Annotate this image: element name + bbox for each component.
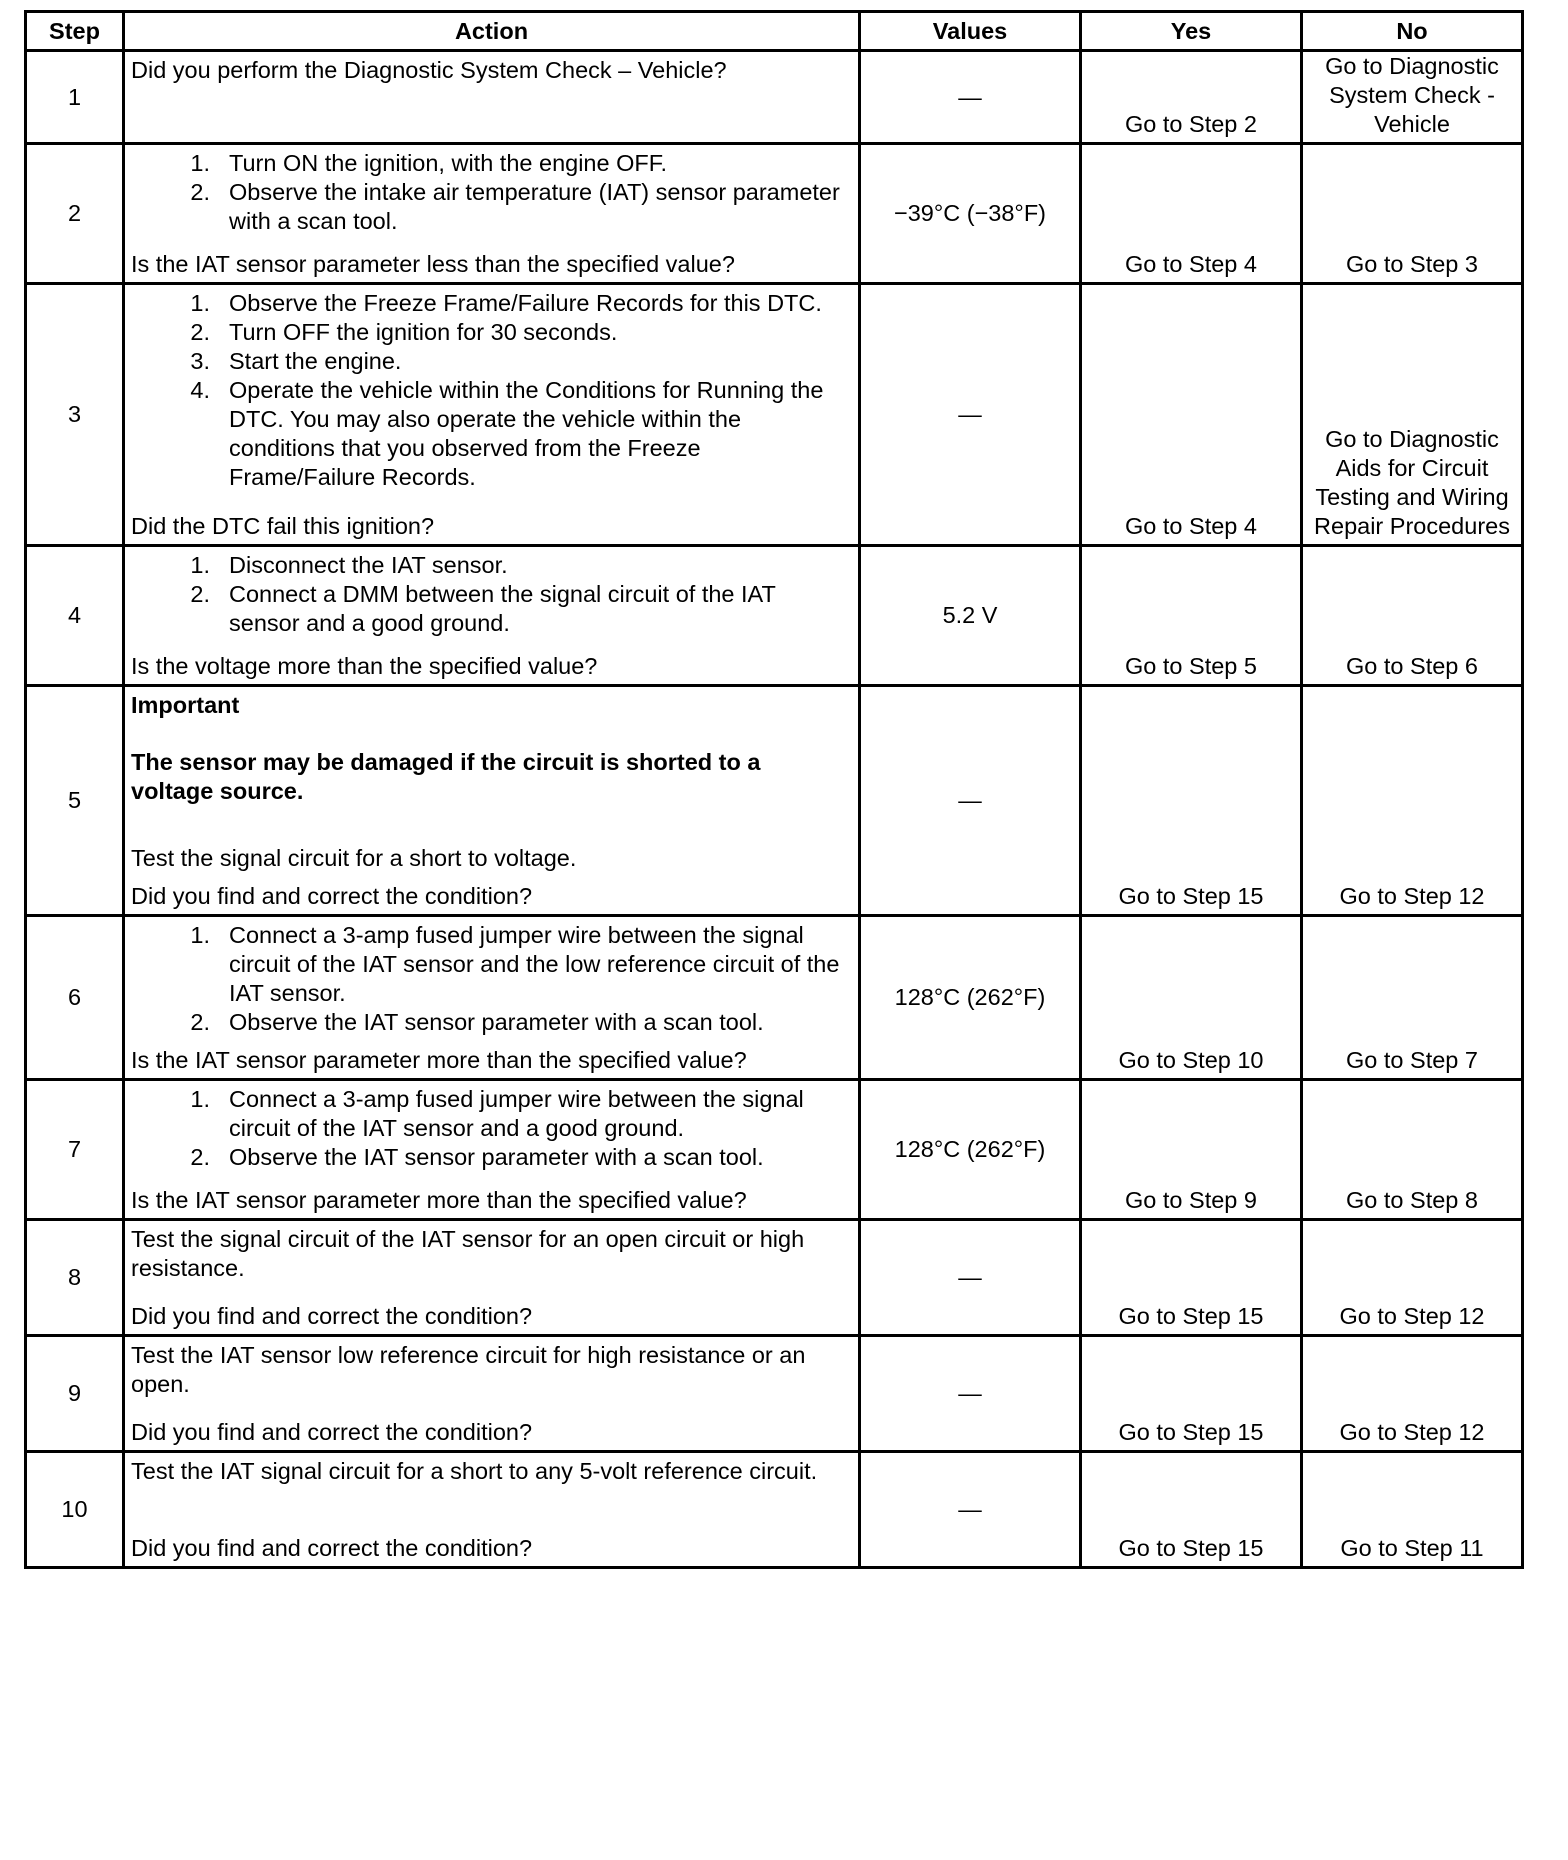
action-cell <box>124 1080 860 1220</box>
no-cell: Go to Step 12 <box>1302 1220 1523 1336</box>
important-title: Important <box>131 692 240 718</box>
step-number: 3 <box>26 284 124 546</box>
no-cell: Go to Step 6 <box>1302 546 1523 686</box>
table-row <box>26 1080 1523 1220</box>
yes-cell: Go to Step 2 <box>1081 51 1302 144</box>
header-yes: Yes <box>1081 12 1302 51</box>
value-cell: — <box>860 1336 1081 1452</box>
header-values: Values <box>860 12 1081 51</box>
important-notice <box>131 691 848 834</box>
value-cell: 128°C (262°F) <box>860 1080 1081 1220</box>
value-cell: — <box>860 284 1081 546</box>
substep: 2. Connect a DMM between the signal circuit of the IAT sensor and a good ground. <box>190 581 776 636</box>
table-row <box>26 284 1523 546</box>
step-number: 4 <box>26 546 124 686</box>
action-cell <box>124 51 860 144</box>
substep: 3. Start the engine. <box>190 348 402 374</box>
yes-cell: Go to Step 15 <box>1081 1220 1302 1336</box>
substep: 2. Turn OFF the ignition for 30 seconds. <box>190 319 618 345</box>
diagnostic-table <box>24 10 1524 1569</box>
substep-list <box>131 1085 848 1172</box>
table-row <box>26 1336 1523 1452</box>
substep: 2. Observe the IAT sensor parameter with a scan tool. <box>190 1009 764 1035</box>
step-number: 10 <box>26 1452 124 1568</box>
no-cell: Go to Step 12 <box>1302 1336 1523 1452</box>
substep: 1. Disconnect the IAT sensor. <box>190 552 508 578</box>
action-question: Did you find and correct the condition? <box>131 1419 533 1445</box>
yes-cell: Go to Step 10 <box>1081 916 1302 1080</box>
table-row <box>26 686 1523 916</box>
value-cell: — <box>860 51 1081 144</box>
yes-cell: Go to Step 15 <box>1081 686 1302 916</box>
substep: 2. Observe the intake air temperature (IAT) sensor parameter with a scan tool. <box>190 179 840 234</box>
value-cell: — <box>860 1452 1081 1568</box>
header-step: Step <box>26 12 124 51</box>
action-question: Did the DTC fail this ignition? <box>131 513 435 539</box>
header-row <box>26 12 1523 51</box>
value-cell: 128°C (262°F) <box>860 916 1081 1080</box>
no-cell: Go to Diagnostic Aids for Circuit Testing and Wiring Repair Procedures <box>1302 284 1523 546</box>
action-text: Test the signal circuit of the IAT sensor for an open circuit or high resistance. <box>131 1226 805 1281</box>
step-number: 1 <box>26 51 124 144</box>
action-text: Test the signal circuit for a short to voltage. <box>131 844 577 871</box>
step-number: 5 <box>26 686 124 916</box>
substep: 1. Connect a 3-amp fused jumper wire between the signal circuit of the IAT sensor and a good ground. <box>190 1086 804 1141</box>
action-cell <box>124 1336 860 1452</box>
table-row <box>26 546 1523 686</box>
value-cell: 5.2 V <box>860 546 1081 686</box>
no-cell: Go to Step 3 <box>1302 144 1523 284</box>
substep: 4. Operate the vehicle within the Conditions for Running the DTC. You may also operate the vehicle within the conditions that you observed from the Freeze Frame/Failure Records. <box>190 377 824 490</box>
header-action: Action <box>124 12 860 51</box>
table-row <box>26 916 1523 1080</box>
action-cell <box>124 1452 860 1568</box>
yes-cell: Go to Step 4 <box>1081 284 1302 546</box>
value-cell: — <box>860 686 1081 916</box>
step-number: 6 <box>26 916 124 1080</box>
step-number: 8 <box>26 1220 124 1336</box>
action-question: Is the IAT sensor parameter less than the specified value? <box>131 251 735 277</box>
substep-list <box>131 551 848 638</box>
no-cell: Go to Step 7 <box>1302 916 1523 1080</box>
yes-cell: Go to Step 4 <box>1081 144 1302 284</box>
action-question: Is the voltage more than the specified value? <box>131 653 598 679</box>
no-cell: Go to Diagnostic System Check - Vehicle <box>1302 51 1523 144</box>
yes-cell: Go to Step 5 <box>1081 546 1302 686</box>
no-cell: Go to Step 8 <box>1302 1080 1523 1220</box>
value-cell: −39°C (−38°F) <box>860 144 1081 284</box>
substep-list <box>131 149 848 236</box>
action-question: Did you find and correct the condition? <box>131 883 533 909</box>
yes-cell: Go to Step 15 <box>1081 1452 1302 1568</box>
table-row <box>26 1452 1523 1568</box>
step-number: 9 <box>26 1336 124 1452</box>
action-cell <box>124 284 860 546</box>
action-cell <box>124 144 860 284</box>
substep: 1. Observe the Freeze Frame/Failure Records for this DTC. <box>190 290 822 316</box>
action-text: Test the IAT sensor low reference circuit for high resistance or an open. <box>131 1342 806 1397</box>
no-cell: Go to Step 11 <box>1302 1452 1523 1568</box>
action-cell <box>124 916 860 1080</box>
step-number: 7 <box>26 1080 124 1220</box>
action-cell <box>124 686 860 916</box>
yes-cell: Go to Step 15 <box>1081 1336 1302 1452</box>
substep-list <box>131 289 848 492</box>
value-cell: — <box>860 1220 1081 1336</box>
action-question: Is the IAT sensor parameter more than the specified value? <box>131 1047 747 1073</box>
action-text: Did you perform the Diagnostic System Check – Vehicle? <box>131 57 727 83</box>
table-row <box>26 51 1523 144</box>
step-number: 2 <box>26 144 124 284</box>
table-row <box>26 144 1523 284</box>
action-question: Did you find and correct the condition? <box>131 1303 533 1329</box>
no-cell: Go to Step 12 <box>1302 686 1523 916</box>
substep: 1. Connect a 3-amp fused jumper wire between the signal circuit of the IAT sensor and the low reference circuit of the IAT sensor. <box>190 922 840 1006</box>
substep: 2. Observe the IAT sensor parameter with a scan tool. <box>190 1144 764 1170</box>
table-row <box>26 1220 1523 1336</box>
action-question: Did you find and correct the condition? <box>131 1535 533 1561</box>
header-no: No <box>1302 12 1523 51</box>
action-text: Test the IAT signal circuit for a short to any 5-volt reference circuit. <box>131 1458 818 1484</box>
substep-list <box>131 921 848 1037</box>
action-question: Is the IAT sensor parameter more than the specified value? <box>131 1187 747 1213</box>
important-text: The sensor may be damaged if the circuit is shorted to a voltage source. <box>131 749 761 804</box>
action-cell <box>124 546 860 686</box>
substep: 1. Turn ON the ignition, with the engine OFF. <box>190 150 668 176</box>
action-cell <box>124 1220 860 1336</box>
yes-cell: Go to Step 9 <box>1081 1080 1302 1220</box>
